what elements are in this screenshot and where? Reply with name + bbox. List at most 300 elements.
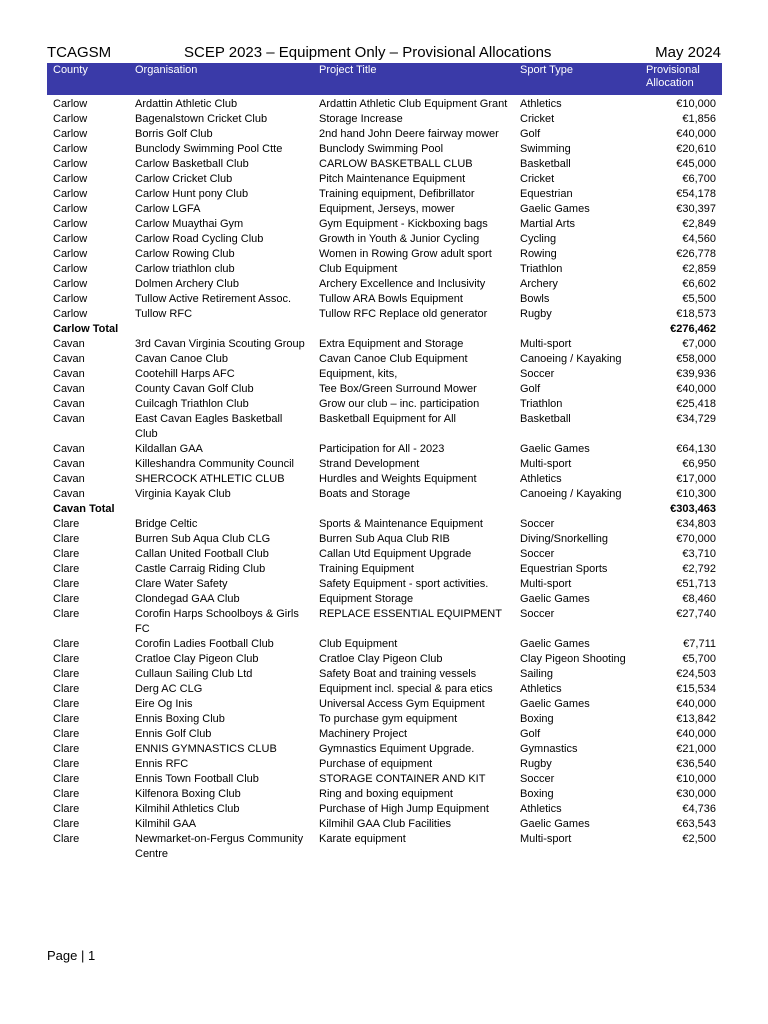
allocation-cell: €64,130 bbox=[676, 443, 716, 455]
organisation-cell: SHERCOCK ATHLETIC CLUB bbox=[135, 473, 285, 485]
project-title-cell: Gym Equipment - Kickboxing bags bbox=[319, 218, 488, 230]
allocation-cell: €45,000 bbox=[676, 158, 716, 170]
county-total-row bbox=[47, 322, 722, 337]
allocation-cell: €6,950 bbox=[682, 458, 716, 470]
project-title-cell: Cratloe Clay Pigeon Club bbox=[319, 653, 443, 665]
sport-type-cell: Gaelic Games bbox=[520, 638, 590, 650]
sport-type-cell: Basketball bbox=[520, 158, 571, 170]
allocation-cell: €2,500 bbox=[682, 833, 716, 845]
project-title-cell: Tullow RFC Replace old generator bbox=[319, 308, 488, 320]
table-row bbox=[47, 472, 722, 487]
organisation-cell: Castle Carraig Riding Club bbox=[135, 563, 266, 575]
sport-type-cell: Soccer bbox=[520, 773, 555, 785]
organisation-cell: Carlow Rowing Club bbox=[135, 248, 235, 260]
allocation-cell: €20,610 bbox=[676, 143, 716, 155]
allocation-cell: €7,000 bbox=[682, 338, 716, 350]
sport-type-cell: Canoeing / Kayaking bbox=[520, 488, 622, 500]
project-title-cell: Club Equipment bbox=[319, 263, 398, 275]
county-cell: Carlow bbox=[53, 143, 88, 155]
county-cell: Carlow bbox=[53, 278, 88, 290]
allocation-cell: €30,397 bbox=[676, 203, 716, 215]
county-cell: Clare bbox=[53, 698, 80, 710]
county-cell: Cavan bbox=[53, 473, 85, 485]
organisation-cell bbox=[129, 322, 313, 337]
allocation-cell: €58,000 bbox=[676, 353, 716, 365]
sport-type-cell: Swimming bbox=[520, 143, 571, 155]
project-title-cell: Machinery Project bbox=[319, 728, 408, 740]
project-title-cell: REPLACE ESSENTIAL EQUIPMENT bbox=[319, 608, 502, 620]
county-cell: Clare bbox=[53, 668, 80, 680]
project-title-cell: 2nd hand John Deere fairway mower bbox=[319, 128, 499, 140]
allocation-cell: €40,000 bbox=[676, 383, 716, 395]
sport-type-cell: Golf bbox=[520, 383, 541, 395]
organisation-cell: Carlow Road Cycling Club bbox=[135, 233, 264, 245]
organisation-cell: Carlow Hunt pony Club bbox=[135, 188, 249, 200]
sport-type-cell: Canoeing / Kayaking bbox=[520, 353, 622, 365]
organisation-cell: Carlow Basketball Club bbox=[135, 158, 249, 170]
sport-type-cell: Diving/Snorkelling bbox=[520, 533, 609, 545]
table-row bbox=[47, 112, 722, 127]
table-row bbox=[47, 292, 722, 307]
allocation-cell: €3,710 bbox=[682, 548, 716, 560]
project-title-cell: Storage Increase bbox=[319, 113, 403, 125]
county-cell: Clare bbox=[53, 653, 80, 665]
sport-type-cell: Cricket bbox=[520, 113, 555, 125]
organisation-cell: Cratloe Clay Pigeon Club bbox=[135, 653, 259, 665]
project-title-cell: Strand Development bbox=[319, 458, 420, 470]
project-title-cell: Training equipment, Defibrillator bbox=[319, 188, 475, 200]
county-cell: Clare bbox=[53, 803, 80, 815]
county-cell: Cavan bbox=[53, 398, 85, 410]
organisation-cell: Kilmihil Athletics Club bbox=[135, 803, 240, 815]
county-cell: Carlow bbox=[53, 218, 88, 230]
table-row bbox=[47, 412, 722, 442]
sport-type-cell: Boxing bbox=[520, 788, 554, 800]
sport-type-cell bbox=[514, 322, 644, 337]
project-title-cell: Callan Utd Equipment Upgrade bbox=[319, 548, 472, 560]
allocation-cell: €2,849 bbox=[682, 218, 716, 230]
project-title-cell: Burren Sub Aqua Club RIB bbox=[319, 533, 450, 545]
sport-type-cell: Multi-sport bbox=[520, 338, 572, 350]
table-row bbox=[47, 157, 722, 172]
column-header-organisation: Organisation bbox=[129, 63, 313, 95]
sport-type-cell: Golf bbox=[520, 728, 541, 740]
sport-type-cell: Soccer bbox=[520, 368, 555, 380]
county-cell: Carlow Total bbox=[53, 323, 119, 335]
allocation-cell: €10,000 bbox=[676, 98, 716, 110]
county-cell: Carlow bbox=[53, 263, 88, 275]
project-title-cell: Pitch Maintenance Equipment bbox=[319, 173, 466, 185]
county-cell: Carlow bbox=[53, 173, 88, 185]
allocation-cell: €4,736 bbox=[682, 803, 716, 815]
project-title-cell: Cavan Canoe Club Equipment bbox=[319, 353, 468, 365]
header-title: SCEP 2023 – Equipment Only – Provisional Allocations bbox=[184, 44, 552, 61]
project-title-cell: Basketball Equipment for All bbox=[319, 413, 456, 425]
sport-type-cell: Cricket bbox=[520, 173, 555, 185]
county-cell: Clare bbox=[53, 608, 80, 620]
table-row bbox=[47, 307, 722, 322]
project-title-cell: To purchase gym equipment bbox=[319, 713, 458, 725]
county-cell: Carlow bbox=[53, 308, 88, 320]
allocation-cell: €40,000 bbox=[676, 728, 716, 740]
allocation-cell: €5,500 bbox=[682, 293, 716, 305]
allocation-cell: €276,462 bbox=[670, 323, 716, 335]
county-cell: Carlow bbox=[53, 203, 88, 215]
project-title-cell: Equipment, Jerseys, mower bbox=[319, 203, 455, 215]
table-row bbox=[47, 337, 722, 352]
organisation-cell: East Cavan Eagles Basketball Club bbox=[135, 413, 283, 440]
project-title-cell: Ardattin Athletic Club Equipment Grant bbox=[319, 98, 508, 110]
table-row bbox=[47, 817, 722, 832]
table-row bbox=[47, 562, 722, 577]
county-cell: Clare bbox=[53, 683, 80, 695]
organisation-cell: ENNIS GYMNASTICS CLUB bbox=[135, 743, 277, 755]
table-row bbox=[47, 397, 722, 412]
table-row bbox=[47, 262, 722, 277]
table-row bbox=[47, 487, 722, 502]
allocation-cell: €2,792 bbox=[682, 563, 716, 575]
organisation-cell: Clondegad GAA Club bbox=[135, 593, 240, 605]
allocation-cell: €70,000 bbox=[676, 533, 716, 545]
allocation-cell: €17,000 bbox=[676, 473, 716, 485]
allocation-cell: €18,573 bbox=[676, 308, 716, 320]
project-title-cell: STORAGE CONTAINER AND KIT bbox=[319, 773, 486, 785]
project-title-cell: Ring and boxing equipment bbox=[319, 788, 453, 800]
county-cell: Clare bbox=[53, 818, 80, 830]
allocation-cell: €5,700 bbox=[682, 653, 716, 665]
column-header-provisional-allocation: Provisional Allocation bbox=[644, 63, 722, 95]
allocation-cell: €34,729 bbox=[676, 413, 716, 425]
allocation-cell: €8,460 bbox=[682, 593, 716, 605]
organisation-cell: Carlow Muaythai Gym bbox=[135, 218, 244, 230]
county-cell: Clare bbox=[53, 563, 80, 575]
table-row bbox=[47, 787, 722, 802]
county-cell: Cavan bbox=[53, 353, 85, 365]
table-row bbox=[47, 217, 722, 232]
sport-type-cell: Golf bbox=[520, 128, 541, 140]
project-title-cell: Equipment, kits, bbox=[319, 368, 398, 380]
county-cell: Carlow bbox=[53, 293, 88, 305]
sport-type-cell: Gaelic Games bbox=[520, 698, 590, 710]
allocation-cell: €51,713 bbox=[676, 578, 716, 590]
table-row bbox=[47, 442, 722, 457]
table-row bbox=[47, 607, 722, 637]
table-row bbox=[47, 382, 722, 397]
sport-type-cell bbox=[514, 502, 644, 517]
table-row bbox=[47, 742, 722, 757]
organisation-cell: Clare Water Safety bbox=[135, 578, 228, 590]
column-header-county: County bbox=[47, 63, 129, 95]
sport-type-cell: Gaelic Games bbox=[520, 443, 590, 455]
project-title-cell: CARLOW BASKETBALL CLUB bbox=[319, 158, 473, 170]
sport-type-cell: Gaelic Games bbox=[520, 203, 590, 215]
county-cell: Clare bbox=[53, 713, 80, 725]
allocation-cell: €7,711 bbox=[683, 638, 716, 650]
county-cell: Cavan Total bbox=[53, 503, 115, 515]
organisation-cell: Virginia Kayak Club bbox=[135, 488, 231, 500]
project-title-cell: Safety Boat and training vessels bbox=[319, 668, 477, 680]
county-cell: Clare bbox=[53, 518, 80, 530]
project-title-cell: Club Equipment bbox=[319, 638, 398, 650]
county-cell: Cavan bbox=[53, 413, 85, 425]
table-row bbox=[47, 367, 722, 382]
county-cell: Carlow bbox=[53, 98, 88, 110]
project-title-cell bbox=[313, 502, 514, 517]
county-cell: Clare bbox=[53, 533, 80, 545]
table-row bbox=[47, 95, 722, 112]
county-cell: Carlow bbox=[53, 233, 88, 245]
organisation-cell: Derg AC CLG bbox=[135, 683, 203, 695]
sport-type-cell: Rowing bbox=[520, 248, 557, 260]
allocation-cell: €303,463 bbox=[670, 503, 716, 515]
project-title-cell: Bunclody Swimming Pool bbox=[319, 143, 444, 155]
sport-type-cell: Bowls bbox=[520, 293, 550, 305]
project-title-cell: Universal Access Gym Equipment bbox=[319, 698, 485, 710]
sport-type-cell: Soccer bbox=[520, 548, 555, 560]
project-title-cell: Participation for All - 2023 bbox=[319, 443, 445, 455]
allocation-cell: €30,000 bbox=[676, 788, 716, 800]
sport-type-cell: Athletics bbox=[520, 683, 562, 695]
table-row bbox=[47, 832, 722, 862]
project-title-cell: Equipment incl. special & para etics bbox=[319, 683, 493, 695]
table-row bbox=[47, 457, 722, 472]
sport-type-cell: Multi-sport bbox=[520, 833, 572, 845]
table-row bbox=[47, 772, 722, 787]
project-title-cell: Safety Equipment - sport activities. bbox=[319, 578, 489, 590]
sport-type-cell: Basketball bbox=[520, 413, 571, 425]
county-total-row bbox=[47, 502, 722, 517]
project-title-cell: Gymnastics Equiment Upgrade. bbox=[319, 743, 475, 755]
allocation-cell: €36,540 bbox=[676, 758, 716, 770]
organisation-cell: Borris Golf Club bbox=[135, 128, 213, 140]
sport-type-cell: Triathlon bbox=[520, 263, 563, 275]
page-number: Page | 1 bbox=[47, 948, 96, 963]
allocation-cell: €2,859 bbox=[682, 263, 716, 275]
sport-type-cell: Gymnastics bbox=[520, 743, 578, 755]
project-title-cell: Women in Rowing Grow adult sport bbox=[319, 248, 492, 260]
county-cell: Carlow bbox=[53, 113, 88, 125]
sport-type-cell: Equestrian bbox=[520, 188, 573, 200]
sport-type-cell: Athletics bbox=[520, 473, 562, 485]
project-title-cell: Growth in Youth & Junior Cycling bbox=[319, 233, 480, 245]
county-cell: Cavan bbox=[53, 368, 85, 380]
organisation-cell: Carlow triathlon club bbox=[135, 263, 235, 275]
county-cell: Cavan bbox=[53, 383, 85, 395]
county-cell: Cavan bbox=[53, 458, 85, 470]
organisation-cell: Callan United Football Club bbox=[135, 548, 269, 560]
allocation-cell: €4,560 bbox=[682, 233, 716, 245]
organisation-cell: Tullow Active Retirement Assoc. bbox=[135, 293, 292, 305]
table-row bbox=[47, 712, 722, 727]
table-row bbox=[47, 232, 722, 247]
sport-type-cell: Athletics bbox=[520, 98, 562, 110]
organisation-cell: Ennis RFC bbox=[135, 758, 189, 770]
sport-type-cell: Equestrian Sports bbox=[520, 563, 608, 575]
organisation-cell: 3rd Cavan Virginia Scouting Group bbox=[135, 338, 305, 350]
table-row bbox=[47, 517, 722, 532]
sport-type-cell: Soccer bbox=[520, 518, 555, 530]
organisation-cell: Corofin Ladies Football Club bbox=[135, 638, 274, 650]
allocation-cell: €21,000 bbox=[676, 743, 716, 755]
organisation-cell: Carlow Cricket Club bbox=[135, 173, 233, 185]
sport-type-cell: Gaelic Games bbox=[520, 593, 590, 605]
sport-type-cell: Rugby bbox=[520, 758, 552, 770]
table-row bbox=[47, 547, 722, 562]
table-row bbox=[47, 802, 722, 817]
table-row bbox=[47, 577, 722, 592]
county-cell: Carlow bbox=[53, 248, 88, 260]
organisation-cell: Eire Og Inis bbox=[135, 698, 193, 710]
organisation-cell: Carlow LGFA bbox=[135, 203, 201, 215]
project-title-cell: Tee Box/Green Surround Mower bbox=[319, 383, 477, 395]
organisation-cell: County Cavan Golf Club bbox=[135, 383, 254, 395]
sport-type-cell: Multi-sport bbox=[520, 578, 572, 590]
organisation-cell: Bunclody Swimming Pool Ctte bbox=[135, 143, 283, 155]
header-left: TCAGSM bbox=[47, 44, 112, 61]
county-cell: Clare bbox=[53, 833, 80, 845]
page-header bbox=[47, 44, 724, 64]
organisation-cell: Ennis Golf Club bbox=[135, 728, 212, 740]
sport-type-cell: Soccer bbox=[520, 608, 555, 620]
organisation-cell: Corofin Harps Schoolboys & Girls FC bbox=[135, 608, 299, 635]
table-body bbox=[47, 95, 722, 862]
table-row bbox=[47, 652, 722, 667]
county-cell: Clare bbox=[53, 788, 80, 800]
project-title-cell: Tullow ARA Bowls Equipment bbox=[319, 293, 463, 305]
sport-type-cell: Multi-sport bbox=[520, 458, 572, 470]
sport-type-cell: Sailing bbox=[520, 668, 554, 680]
project-title-cell: Hurdles and Weights Equipment bbox=[319, 473, 477, 485]
sport-type-cell: Martial Arts bbox=[520, 218, 576, 230]
allocation-cell: €54,178 bbox=[676, 188, 716, 200]
table-row bbox=[47, 127, 722, 142]
organisation-cell: Cuilcagh Triathlon Club bbox=[135, 398, 249, 410]
allocation-cell: €6,602 bbox=[682, 278, 716, 290]
county-cell: Clare bbox=[53, 758, 80, 770]
allocation-cell: €25,418 bbox=[676, 398, 716, 410]
organisation-cell: Cootehill Harps AFC bbox=[135, 368, 235, 380]
project-title-cell: Kilmihil GAA Club Facilities bbox=[319, 818, 452, 830]
county-cell: Carlow bbox=[53, 188, 88, 200]
project-title-cell: Extra Equipment and Storage bbox=[319, 338, 464, 350]
allocation-cell: €27,740 bbox=[676, 608, 716, 620]
county-cell: Cavan bbox=[53, 488, 85, 500]
county-cell: Cavan bbox=[53, 443, 85, 455]
organisation-cell: Killeshandra Community Council bbox=[135, 458, 294, 470]
sport-type-cell: Athletics bbox=[520, 803, 562, 815]
project-title-cell: Sports & Maintenance Equipment bbox=[319, 518, 483, 530]
county-cell: Clare bbox=[53, 548, 80, 560]
allocations-table bbox=[47, 63, 722, 862]
organisation-cell: Cullaun Sailing Club Ltd bbox=[135, 668, 253, 680]
county-cell: Clare bbox=[53, 578, 80, 590]
header-date: May 2024 bbox=[655, 44, 721, 61]
county-cell: Carlow bbox=[53, 158, 88, 170]
organisation-cell: Ennis Boxing Club bbox=[135, 713, 225, 725]
table-row bbox=[47, 592, 722, 607]
organisation-cell bbox=[129, 502, 313, 517]
organisation-cell: Kildallan GAA bbox=[135, 443, 203, 455]
allocation-cell: €24,503 bbox=[676, 668, 716, 680]
project-title-cell: Equipment Storage bbox=[319, 593, 414, 605]
table-row bbox=[47, 697, 722, 712]
allocation-cell: €34,803 bbox=[676, 518, 716, 530]
allocation-cell: €15,534 bbox=[676, 683, 716, 695]
organisation-cell: Tullow RFC bbox=[135, 308, 193, 320]
county-cell: Clare bbox=[53, 773, 80, 785]
organisation-cell: Cavan Canoe Club bbox=[135, 353, 228, 365]
project-title-cell: Boats and Storage bbox=[319, 488, 411, 500]
table-row bbox=[47, 202, 722, 217]
organisation-cell: Kilfenora Boxing Club bbox=[135, 788, 241, 800]
county-cell: Clare bbox=[53, 728, 80, 740]
allocation-cell: €6,700 bbox=[682, 173, 716, 185]
project-title-cell: Karate equipment bbox=[319, 833, 406, 845]
table-row bbox=[47, 172, 722, 187]
project-title-cell: Grow our club – inc. participation bbox=[319, 398, 480, 410]
allocation-cell: €13,842 bbox=[676, 713, 716, 725]
county-cell: Clare bbox=[53, 638, 80, 650]
county-cell: Cavan bbox=[53, 338, 85, 350]
allocation-cell: €40,000 bbox=[676, 128, 716, 140]
organisation-cell: Newmarket-on-Fergus Community Centre bbox=[135, 833, 304, 860]
column-header-sport-type: Sport Type bbox=[514, 63, 644, 95]
project-title-cell bbox=[313, 322, 514, 337]
project-title-cell: Purchase of equipment bbox=[319, 758, 433, 770]
organisation-cell: Bagenalstown Cricket Club bbox=[135, 113, 268, 125]
table-header-row bbox=[47, 63, 722, 95]
county-cell: Clare bbox=[53, 743, 80, 755]
project-title-cell: Purchase of High Jump Equipment bbox=[319, 803, 489, 815]
table-row bbox=[47, 667, 722, 682]
allocation-cell: €10,300 bbox=[676, 488, 716, 500]
table-row bbox=[47, 757, 722, 772]
project-title-cell: Archery Excellence and Inclusivity bbox=[319, 278, 486, 290]
organisation-cell: Ardattin Athletic Club bbox=[135, 98, 238, 110]
table-row bbox=[47, 682, 722, 697]
organisation-cell: Dolmen Archery Club bbox=[135, 278, 239, 290]
allocation-cell: €63,543 bbox=[676, 818, 716, 830]
table-row bbox=[47, 277, 722, 292]
allocation-cell: €1,856 bbox=[682, 113, 716, 125]
table-row bbox=[47, 352, 722, 367]
table-row bbox=[47, 532, 722, 547]
table-row bbox=[47, 637, 722, 652]
sport-type-cell: Triathlon bbox=[520, 398, 563, 410]
sport-type-cell: Clay Pigeon Shooting bbox=[520, 653, 626, 665]
project-title-cell: Training Equipment bbox=[319, 563, 414, 575]
organisation-cell: Kilmihil GAA bbox=[135, 818, 197, 830]
table-row bbox=[47, 247, 722, 262]
allocation-cell: €39,936 bbox=[676, 368, 716, 380]
column-header-project-title: Project Title bbox=[313, 63, 514, 95]
allocation-cell: €40,000 bbox=[676, 698, 716, 710]
table-row bbox=[47, 187, 722, 202]
sport-type-cell: Cycling bbox=[520, 233, 557, 245]
table-row bbox=[47, 142, 722, 157]
allocation-cell: €26,778 bbox=[676, 248, 716, 260]
table-row bbox=[47, 727, 722, 742]
organisation-cell: Bridge Celtic bbox=[135, 518, 198, 530]
sport-type-cell: Archery bbox=[520, 278, 558, 290]
sport-type-cell: Boxing bbox=[520, 713, 554, 725]
sport-type-cell: Rugby bbox=[520, 308, 552, 320]
organisation-cell: Burren Sub Aqua Club CLG bbox=[135, 533, 271, 545]
county-cell: Carlow bbox=[53, 128, 88, 140]
allocation-cell: €10,000 bbox=[676, 773, 716, 785]
county-cell: Clare bbox=[53, 593, 80, 605]
sport-type-cell: Gaelic Games bbox=[520, 818, 590, 830]
